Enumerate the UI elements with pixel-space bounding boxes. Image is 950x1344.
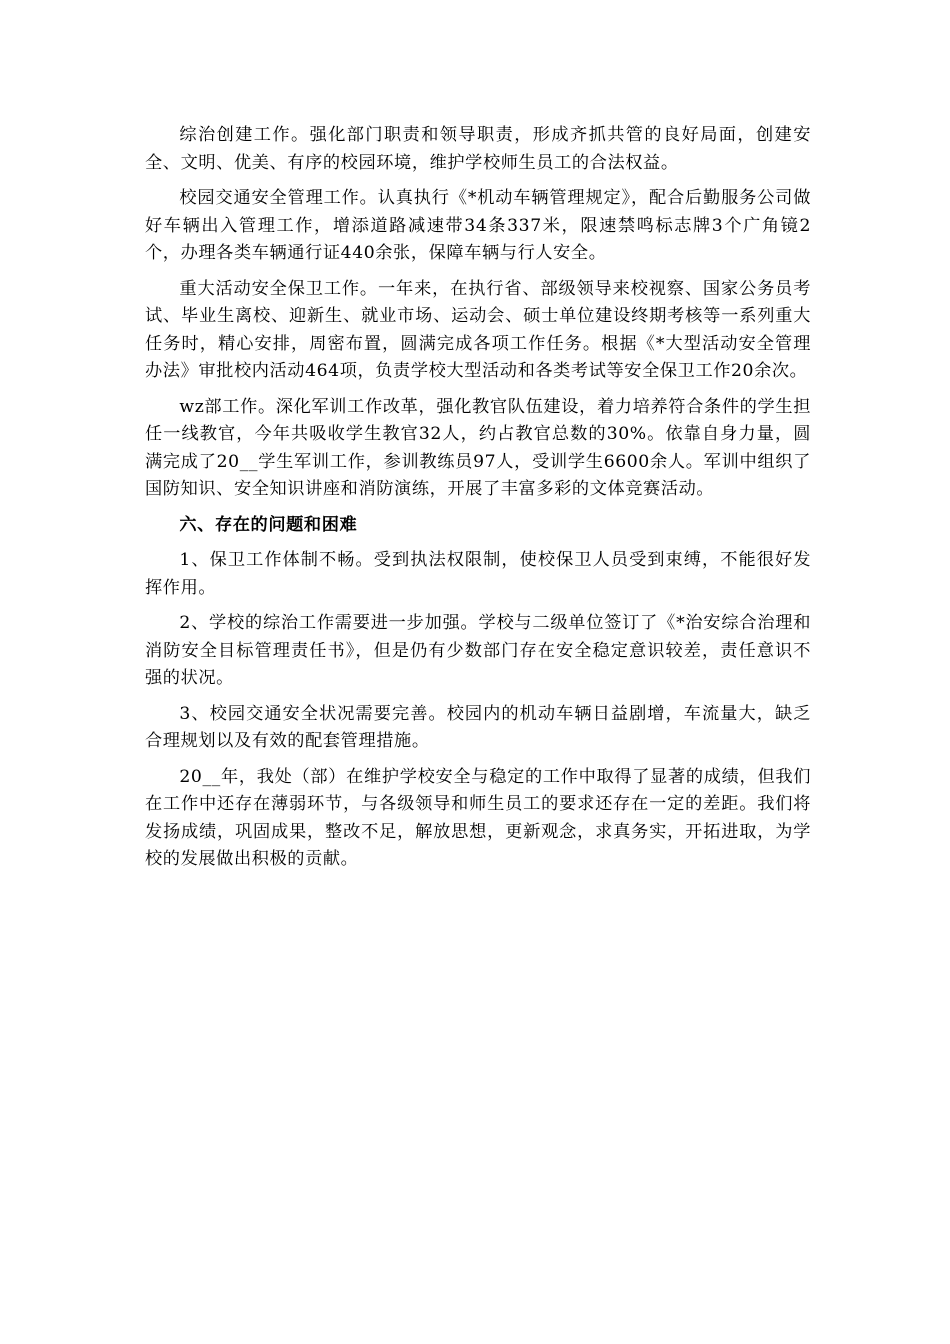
paragraph-comprehensive-governance: 综治创建工作。强化部门职责和领导职责，形成齐抓共管的良好局面，创建安全、文明、优美、有序的校园环境，维护学校师生员工的合法权益。 xyxy=(145,125,811,173)
paragraph-military-training: wz部工作。深化军训工作改革，强化教官队伍建设，着力培养符合条件的学生担任一线教官，今年共吸收学生教官32人，约占教官总数的30%。依靠自身力量，圆满完成了20__学生军训工作，参训教练员97人，受训学生6600余人。军训中组织了国防知识、安全知识讲座和消防演练，开展了丰富多彩的文体竞赛活动。 xyxy=(145,396,811,499)
paragraph-conclusion: 20__年，我处（部）在维护学校安全与稳定的工作中取得了显著的成绩，但我们在工作中还存在薄弱环节，与各级领导和师生员工的要求还存在一定的差距。我们将发扬成绩，巩固成果，整改不足，解放思想，更新观念，求真务实，开拓进取，为学校的发展做出积极的贡献。 xyxy=(145,766,811,869)
section-heading-problems: 六、存在的问题和困难 xyxy=(179,514,358,535)
paragraph-campus-traffic: 校园交通安全管理工作。认真执行《*机动车辆管理规定》，配合后勤服务公司做好车辆出入管理工作，增添道路减速带34条337米，限速禁鸣标志牌3个广角镜2个，办理各类车辆通行证440余张，保障车辆与行人安全。 xyxy=(145,188,811,263)
document-body xyxy=(145,122,811,882)
paragraph-major-events-security: 重大活动安全保卫工作。一年来，在执行省、部级领导来校视察、国家公务员考试、毕业生离校、迎新生、就业市场、运动会、硕士单位建设终期考核等一系列重大任务时，精心安排，周密布置，圆满完成各项工作任务。根据《*大型活动安全管理办法》审批校内活动464项，负责学校大型活动和各类考试等安全保卫工作20余次。 xyxy=(145,278,811,381)
issue-item-2: 2、学校的综治工作需要进一步加强。学校与二级单位签订了《*治安综合治理和消防安全目标管理责任书》，但是仍有少数部门存在安全稳定意识较差，责任意识不强的状况。 xyxy=(145,613,811,688)
issue-item-1: 1、保卫工作体制不畅。受到执法权限制，使校保卫人员受到束缚，不能很好发挥作用。 xyxy=(145,550,811,598)
issue-item-3: 3、校园交通安全状况需要完善。校园内的机动车辆日益剧增，车流量大，缺乏合理规划以及有效的配套管理措施。 xyxy=(145,703,811,751)
